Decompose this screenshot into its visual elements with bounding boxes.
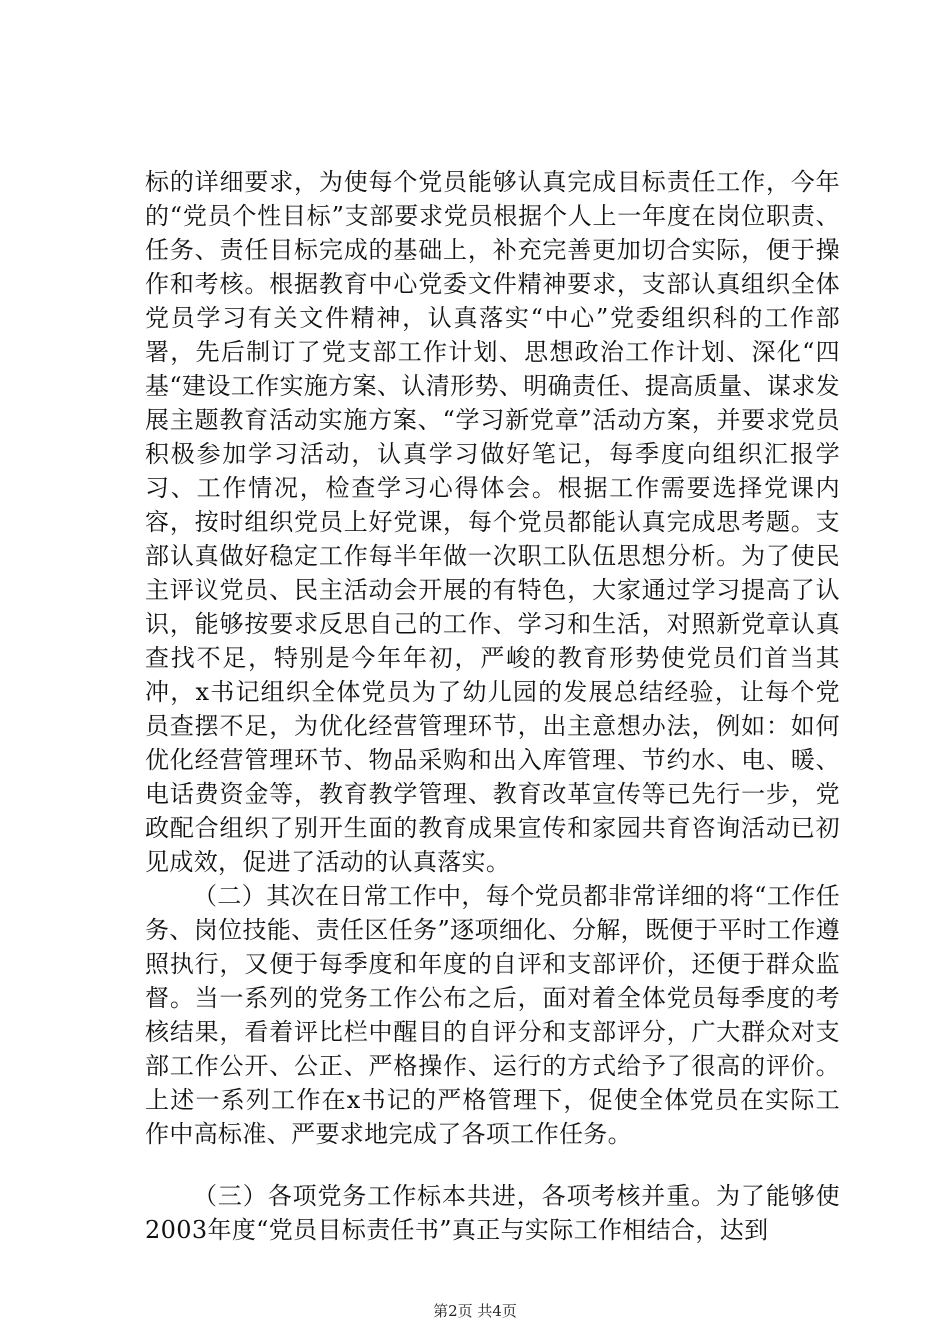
paragraph-section-three: （三）各项党务工作标本共进，各项考核并重。为了能够使2003年度“党员目标责任书”真正与实际工作相结合，达到 xyxy=(145,1182,840,1244)
paragraph-section-two: （二）其次在日常工作中，每个党员都非常详细的将“工作任务、岗位技能、责任区任务”逐项细化、分解，既便于平时工作遵照执行，又便于每季度和年度的自评和支部评价，还便于群众监督。当一系列的党务工作公布之后，面对着全体党员每季度的考核结果，看着评比栏中醒目的自评分和支部评分，广大群众对支部工作公开、公正、严格操作、运行的方式给予了很高的评价。上述一系列工作在x书记的严格管理下，促使全体党员在实际工作中高标准、严要求地完成了各项工作任务。 xyxy=(145,882,840,1148)
paragraph-continuation: 标的详细要求，为使每个党员能够认真完成目标责任工作，今年的“党员个性目标”支部要求党员根据个人上一年度在岗位职责、任务、责任目标完成的基础上，补充完善更加切合实际，便于操作和考核。根据教育中心党委文件精神要求，支部认真组织全体党员学习有关文件精神，认真落实“中心”党委组织科的工作部署，先后制订了党支部工作计划、思想政治工作计划、深化“四基“建设工作实施方案、认清形势、明确责任、提高质量、谋求发展主题教育活动实施方案、“学习新党章”活动方案，并要求党员积极参加学习活动，认真学习做好笔记，每季度向组织汇报学习、工作情况，检查学习心得体会。根据工作需要选择党课内容，按时组织党员上好党课，每个党员都能认真完成思考题。支部认真做好稳定工作每半年做一次职工队伍思想分析。为了使民主评议党员、民主活动会开展的有特色，大家通过学习提高了认识，能够按要求反思自己的工作、学习和生活，对照新党章认真查找不足，特别是今年年初，严峻的教育形势使党员们首当其冲，x书记组织全体党员为了幼儿园的发展总结经验，让每个党员查摆不足，为优化经营管理环节，出主意想办法，例如：如何优化经营管理环节、物品采购和出入库管理、节约水、电、暖、电话费资金等，教育教学管理、教育改革宣传等已先行一步，党政配合组织了别开生面的教育成果宣传和家园共育咨询活动已初见成效，促进了活动的认真落实。 xyxy=(145,168,840,876)
page-number-footer: 第2页 共4页 xyxy=(433,1302,517,1320)
document-body xyxy=(145,165,840,1247)
